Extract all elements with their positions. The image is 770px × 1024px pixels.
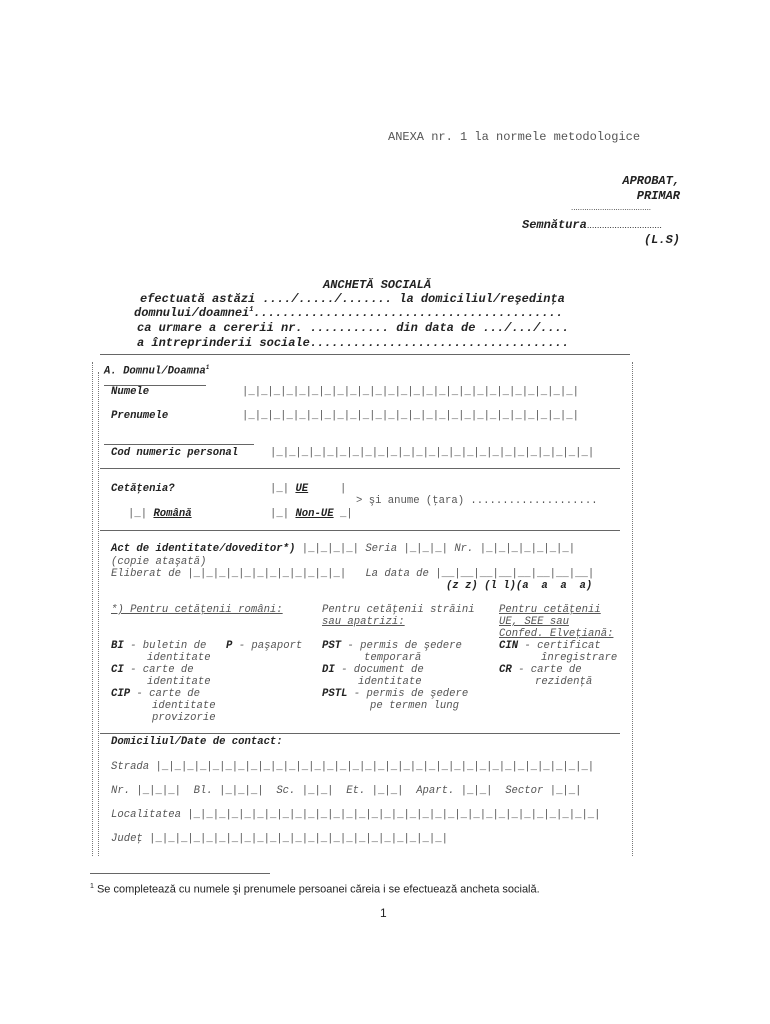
title-line-4: a întreprinderii sociale.................................... <box>137 336 570 350</box>
footnote-ref: 1 <box>249 306 254 314</box>
address-row[interactable]: Nr. |_|_|_| Bl. |_|_|_| Sc. |_|_| Et. |_|_| Apart. |_|_| Sector |_|_| <box>111 785 582 797</box>
signature-label: Semnătura <box>522 218 587 232</box>
ci-text-2: identitate <box>147 676 211 688</box>
pst-row: PST - permis de şedere <box>322 640 462 652</box>
romanian-option[interactable]: |_| Română <box>128 508 192 520</box>
non-ue-option[interactable]: |_| Non-UE _| <box>270 508 353 520</box>
frame-top <box>100 354 630 355</box>
p-row: P - paşaport <box>226 640 303 652</box>
col2-head-1: Pentru cetăţenii străini <box>322 604 475 616</box>
county-label: Judeţ <box>111 833 143 845</box>
frame-right <box>632 362 633 856</box>
approved-label: APROBAT, <box>622 174 680 188</box>
document-title: ANCHETĂ SOCIALĂ <box>323 278 432 292</box>
di-text-2: identitate <box>358 676 422 688</box>
title-line-1: efectuată astăzi ..../...../....... la domiciliul/reşedinţa <box>140 292 565 306</box>
divider-1 <box>100 468 620 469</box>
identity-row: Act de identitate/doveditor*) |_|_|_|_| Seria |_|_|_| Nr. |_|_|_|_|_|_|_| <box>111 543 576 555</box>
name-field[interactable]: |_|_|_|_|_|_|_|_|_|_|_|_|_|_|_|_|_|_|_|_|_|_|_|_|_|_| <box>242 386 579 398</box>
col2-head-2: sau apatrizi: <box>322 616 405 628</box>
footnote: $^1$ Se completează cu numele şi prenumele persoanei căreia i se efectuează ancheta socială. <box>90 883 540 896</box>
series-label: Seria <box>365 543 398 555</box>
romanian-label: Română <box>153 508 192 520</box>
title-line-2 <box>134 306 563 320</box>
ue-option[interactable]: |_| UE | <box>270 483 347 495</box>
frame-left-outer <box>92 362 93 856</box>
title-line-2a: domnului/doamnei <box>134 306 250 320</box>
cip-row: CIP - carte de <box>111 688 201 700</box>
col3-head-2: UE, SEE sau <box>499 616 569 628</box>
title-line-3: ca urmare a cererii nr. ........... din data de .../.../.... <box>137 321 570 335</box>
citizenship-label: Cetăţenia? <box>111 483 175 495</box>
mayor-label: PRIMAR <box>636 189 680 203</box>
col1-head: *) Pentru cetăţenii români: <box>111 604 283 616</box>
divider-3 <box>100 733 620 734</box>
pstl-row: PSTL - permis de şedere <box>322 688 469 700</box>
nr-label: Nr. <box>454 543 474 555</box>
copy-note: (copie ataşată) <box>111 556 207 568</box>
county-row[interactable]: Judeţ |_|_|_|_|_|_|_|_|_|_|_|_|_|_|_|_|_|_|_|_|_|_|_| <box>111 833 448 845</box>
street-row[interactable]: Strada |_|_|_|_|_|_|_|_|_|_|_|_|_|_|_|_|_|_|_|_|_|_|_|_|_|_|_|_|_|_|_|_|_|_| <box>111 761 595 773</box>
street-label: Strada <box>111 761 150 773</box>
locality-row[interactable]: Localitatea |_|_|_|_|_|_|_|_|_|_|_|_|_|_|_|_|_|_|_|_|_|_|_|_|_|_|_|_|_|_|_|_| <box>111 809 601 821</box>
locality-label: Localitatea <box>111 809 181 821</box>
signature-row <box>522 218 662 232</box>
first-name-field[interactable]: |_|_|_|_|_|_|_|_|_|_|_|_|_|_|_|_|_|_|_|_|_|_|_|_|_|_| <box>242 410 579 422</box>
non-ue-label: Non-UE <box>295 508 334 520</box>
signature-line: .................................... <box>571 203 652 212</box>
cnp-field[interactable]: |_|_|_|_|_|_|_|_|_|_|_|_|_|_|_|_|_|_|_|_|_|_|_|_|_| <box>270 447 595 459</box>
pst-text-2: temporară <box>364 652 422 664</box>
cnp-overline <box>104 444 254 445</box>
first-name-label: Prenumele <box>111 410 169 422</box>
ue-label: UE <box>295 483 309 495</box>
contact-label: Domiciliul/Date de contact: <box>111 736 283 748</box>
cin-row: CIN - certificat <box>499 640 601 652</box>
cip-text-2: identitate <box>152 700 216 712</box>
issued-row: Eliberat de |_|_|_|_|_|_|_|_|_|_|_|_| La data de |__|__|__|__|__|__|__|__| <box>111 568 595 580</box>
col3-head-3: Confed. Elveţiană: <box>499 628 614 640</box>
cnp-label: Cod numeric personal <box>111 447 239 459</box>
footnote-separator <box>90 873 270 874</box>
cr-text-2: rezidenţă <box>535 676 593 688</box>
seal-label: (L.S) <box>643 233 680 247</box>
pstl-text-2: pe termen lung <box>370 700 460 712</box>
cr-row: CR - carte de <box>499 664 582 676</box>
date-format: (z z) (l l)(a a a a) <box>446 580 593 592</box>
frame-left-inner <box>98 372 99 856</box>
title-line-2b: ........................................... <box>253 306 564 320</box>
bi-row: BI - buletin de <box>111 640 207 652</box>
di-row: DI - document de <box>322 664 424 676</box>
page-number: 1 <box>380 906 387 920</box>
identity-label: Act de identitate/doveditor*) <box>111 543 296 555</box>
divider-2 <box>100 530 620 531</box>
col3-head-1: Pentru cetăţenii <box>499 604 601 616</box>
country-field[interactable]: > şi anume (ţara) .................... <box>356 495 598 507</box>
issued-by-label: Eliberat de <box>111 568 181 580</box>
cin-text-2: înregistrare <box>541 652 618 664</box>
signature-dots: .............................. <box>586 220 662 230</box>
ci-row: CI - carte de <box>111 664 194 676</box>
date-label: La data de <box>365 568 429 580</box>
name-label: Numele <box>111 386 150 398</box>
cip-text-3: provizorie <box>152 712 216 724</box>
bi-text-2: identitate <box>147 652 211 664</box>
annex-title: ANEXA nr. 1 la normele metodologice <box>388 130 641 144</box>
section-a-label: A. Domnul/Doamna$^1$ <box>104 364 210 378</box>
